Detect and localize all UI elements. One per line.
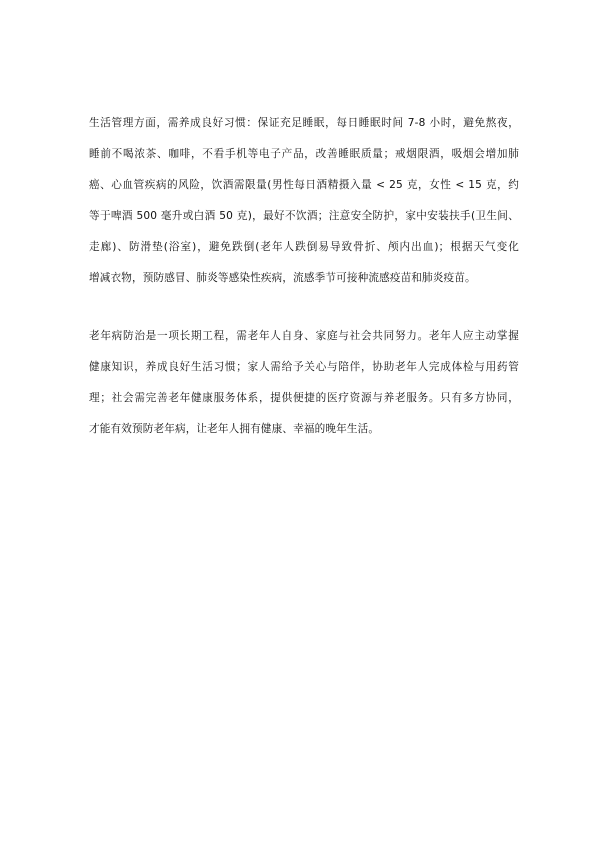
paragraph-lifestyle-management <box>89 108 519 294</box>
paragraph-line: 癌、心血管疾病的风险，饮酒需限量(男性每日酒精摄入量 < 25 克，女性 < 15 克，约 <box>89 179 519 191</box>
paragraph-line: 生活管理方面，需养成良好习惯：保证充足睡眠，每日睡眠时间 7-8 小时，避免熬夜， <box>89 117 519 129</box>
paragraph-line: 才能有效预防老年病，让老年人拥有健康、幸福的晚年生活。 <box>89 423 380 435</box>
paragraph-line: 老年病防治是一项长期工程，需老年人自身、家庭与社会共同努力。老年人应主动掌握 <box>89 330 519 342</box>
paragraph-line: 走廊)、防滑垫(浴室)，避免跌倒(老年人跌倒易导致骨折、颅内出血)；根据天气变化 <box>89 241 519 253</box>
paragraph-line: 增减衣物，预防感冒、肺炎等感染性疾病，流感季节可接种流感疫苗和肺炎疫苗。 <box>89 272 476 284</box>
paragraph-conclusion <box>89 321 519 445</box>
paragraph-line: 健康知识，养成良好生活习惯；家人需给予关心与陪伴，协助老年人完成体检与用药管 <box>89 361 519 373</box>
paragraph-line: 等于啤酒 500 毫升或白酒 50 克)，最好不饮酒；注意安全防护，家中安装扶手(卫生间、 <box>89 210 519 222</box>
paragraph-line: 睡前不喝浓茶、咖啡，不看手机等电子产品，改善睡眠质量；戒烟限酒，吸烟会增加肺 <box>89 148 519 160</box>
paragraph-line: 理；社会需完善老年健康服务体系，提供便捷的医疗资源与养老服务。只有多方协同， <box>89 392 519 404</box>
